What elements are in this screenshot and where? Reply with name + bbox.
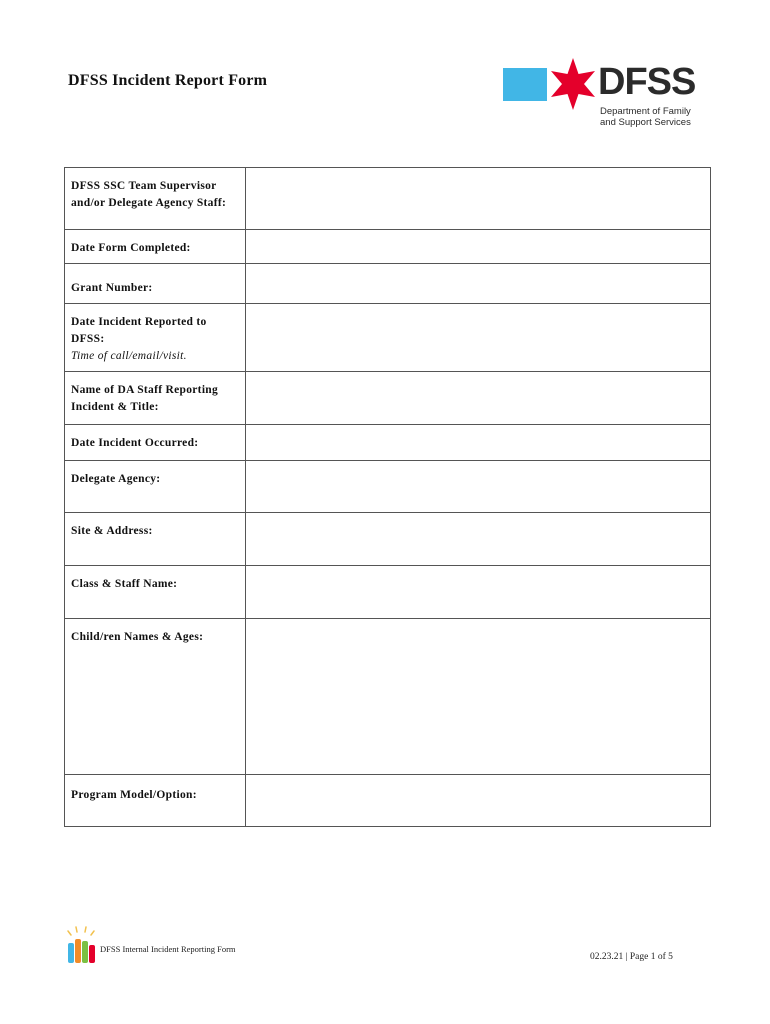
form-field-delegate-agency[interactable] [245,461,710,513]
footer-page-info: 02.23.21 | Page 1 of 5 [590,952,673,962]
red-star-icon [550,58,596,110]
form-row [65,168,711,230]
form-field-date-completed[interactable] [245,230,710,264]
form-label-date-reported: Date Incident Reported to DFSS: Time of call/email/visit. [65,304,246,372]
incident-form-table [64,167,711,827]
dfss-logo [503,58,703,130]
form-field-site-address[interactable] [245,513,710,566]
raised-hands-icon [62,925,98,965]
form-row [65,425,711,461]
logo-subtitle-line2: and Support Services [600,117,691,128]
form-field-children[interactable] [245,619,710,775]
footer-form-name: DFSS Internal Incident Reporting Form [100,944,236,954]
form-label-site-address: Site & Address: [65,513,246,566]
form-label-program-model: Program Model/Option: [65,775,246,827]
form-row [65,304,711,372]
form-label-class-staff: Class & Staff Name: [65,566,246,619]
form-row [65,264,711,304]
form-row [65,513,711,566]
form-field-date-reported[interactable] [245,304,710,372]
form-label-supervisor: DFSS SSC Team Supervisor and/or Delegate Agency Staff: [65,168,246,230]
form-label-children: Child/ren Names & Ages: [65,619,246,775]
form-row [65,461,711,513]
form-row [65,230,711,264]
form-label-delegate-agency: Delegate Agency: [65,461,246,513]
form-label-note: Time of call/email/visit. [71,350,187,362]
form-row [65,619,711,775]
form-row [65,372,711,425]
logo-wordmark: DFSS [598,61,696,103]
form-label-date-occurred: Date Incident Occurred: [65,425,246,461]
logo-blue-block [503,68,547,101]
form-row [65,566,711,619]
form-field-reporting-staff[interactable] [245,372,710,425]
logo-subtitle-line1: Department of Family [600,106,691,117]
form-field-class-staff[interactable] [245,566,710,619]
page-title: DFSS Incident Report Form [68,72,268,89]
form-field-program-model[interactable] [245,775,710,827]
form-label-reporting-staff: Name of DA Staff Reporting Incident & Title: [65,372,246,425]
form-row [65,775,711,827]
logo-subtitle [600,106,691,128]
form-field-grant-number[interactable] [245,264,710,304]
form-field-date-occurred[interactable] [245,425,710,461]
form-field-supervisor[interactable] [245,168,710,230]
form-label-grant-number: Grant Number: [65,264,246,304]
form-label-date-completed: Date Form Completed: [65,230,246,264]
